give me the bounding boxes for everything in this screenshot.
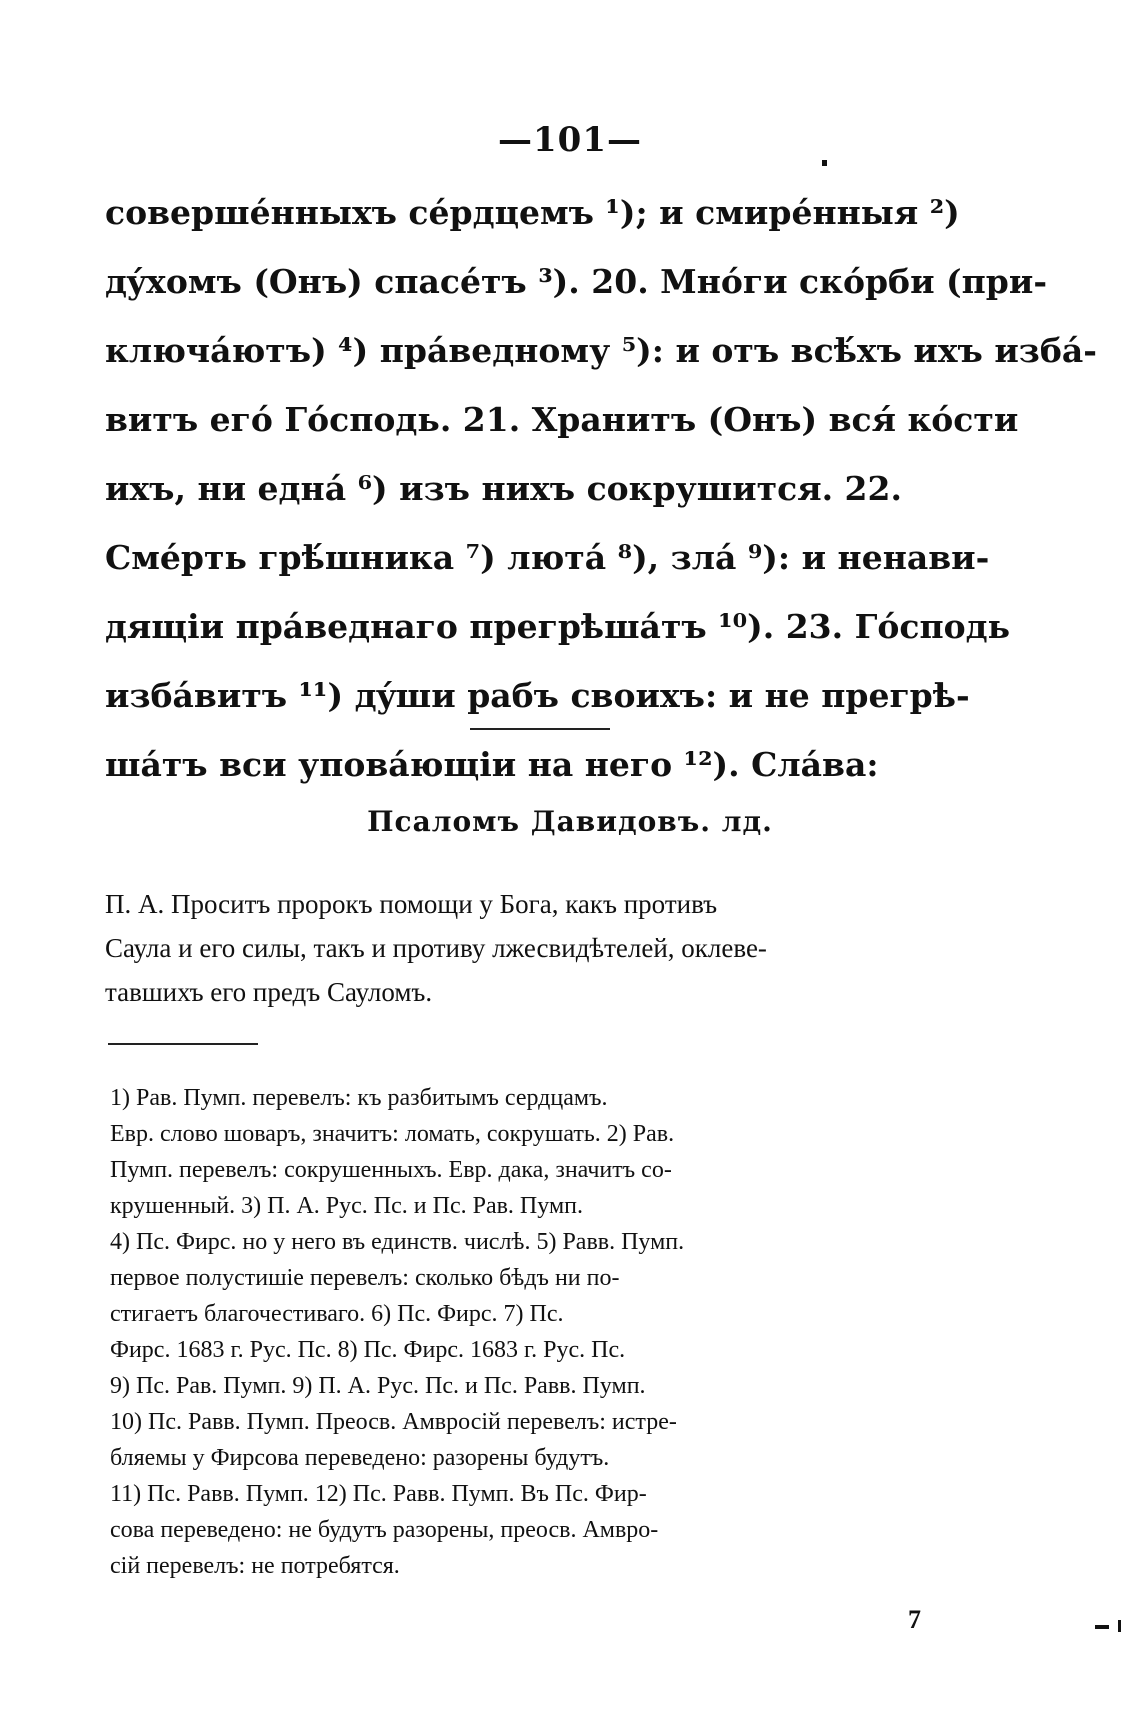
scan-speck — [1095, 1625, 1109, 1629]
footnote-line: крушенный. 3) П. А. Рус. Пс. и Пс. Рав. Пумп. — [110, 1193, 583, 1219]
slavonic-line: ключáютъ) ⁴) прáведному ⁵): и отъ всѣ́хъ ихъ избá- — [105, 331, 1097, 370]
footnote-line: 10) Пс. Равв. Пумп. Преосв. Амвросій перевелъ: истре- — [110, 1409, 677, 1435]
footnote-line: сова переведено: не будутъ разорены, преосв. Амвро- — [110, 1517, 659, 1543]
scan-speck — [822, 160, 827, 166]
slavonic-line: дящіи прáведнаго прегрѣшáтъ ¹⁰). 23. Гóсподь — [105, 607, 1011, 646]
slavonic-line: шáтъ вси уповáющіи на него ¹²). Слáва: — [105, 745, 879, 784]
psalm-summary — [105, 882, 985, 1014]
scan-speck — [1118, 1620, 1121, 1632]
page-number: —101— — [498, 120, 642, 160]
footnote-line: Фирс. 1683 г. Рус. Пс. 8) Пс. Фирс. 1683 г. Рус. Пс. — [110, 1337, 626, 1363]
slavonic-line: совершéнныхъ сéрдцемъ ¹); и смирéнныя ²) — [105, 193, 960, 232]
signature-mark: 7 — [908, 1605, 921, 1634]
heading-rule — [470, 728, 610, 730]
summary-line: Саула и его силы, такъ и противу лжесвидѣтелей, оклеве- — [105, 933, 767, 963]
footnote-line: Евр. слово шоваръ, значитъ: ломать, сокрушать. 2) Рав. — [110, 1121, 675, 1147]
slavonic-line: избáвитъ ¹¹) дýши рабъ своихъ: и не прегрѣ- — [105, 676, 970, 715]
slavonic-line: ихъ, ни еднá ⁶) изъ нихъ сокрушится. 22. — [105, 469, 902, 508]
footnote-rule — [108, 1043, 258, 1045]
footnotes — [110, 1080, 986, 1584]
slavonic-line: витъ егó Гóсподь. 21. Хранитъ (Онъ) вся́ кóсти — [105, 400, 1019, 439]
footnote-line: сій перевелъ: не потребятся. — [110, 1553, 400, 1579]
footnote-line: Пумп. перевелъ: сокрушенныхъ. Евр. дака, значитъ со- — [110, 1157, 672, 1183]
footnote-line: 9) Пс. Рав. Пумп. 9) П. А. Рус. Пс. и Пс. Равв. Пумп. — [110, 1373, 646, 1399]
slavonic-text-block — [105, 178, 1097, 799]
summary-line: П. А. Проситъ пророкъ помощи у Бога, какъ противъ — [105, 889, 718, 919]
slavonic-line: Смéрть грѣ́шника ⁷) лютá ⁸), злá ⁹): и ненави- — [105, 538, 990, 577]
footnote-line: бляемы у Фирсова переведено: разорены будутъ. — [110, 1445, 610, 1471]
footnote-line: 11) Пс. Равв. Пумп. 12) Пс. Равв. Пумп. Въ Пс. Фир- — [110, 1481, 647, 1507]
summary-line: тавшихъ его предъ Сауломъ. — [105, 977, 433, 1007]
footnote-line: 1) Рав. Пумп. перевелъ: къ разбитымъ сердцамъ. — [110, 1085, 608, 1111]
psalm-heading: Псаломъ Давидовъ. лд. — [367, 805, 773, 838]
footnote-line: первое полустишіе перевелъ: сколько бѣдъ ни по- — [110, 1265, 620, 1291]
footnote-line: 4) Пс. Фирс. но у него въ единств. числѣ. 5) Равв. Пумп. — [110, 1229, 685, 1255]
slavonic-line: дýхомъ (Онъ) спасéтъ ³). 20. Мнóги скóрби (при- — [105, 262, 1048, 301]
footnote-line: стигаетъ благочестиваго. 6) Пс. Фирс. 7) Пс. — [110, 1301, 564, 1327]
